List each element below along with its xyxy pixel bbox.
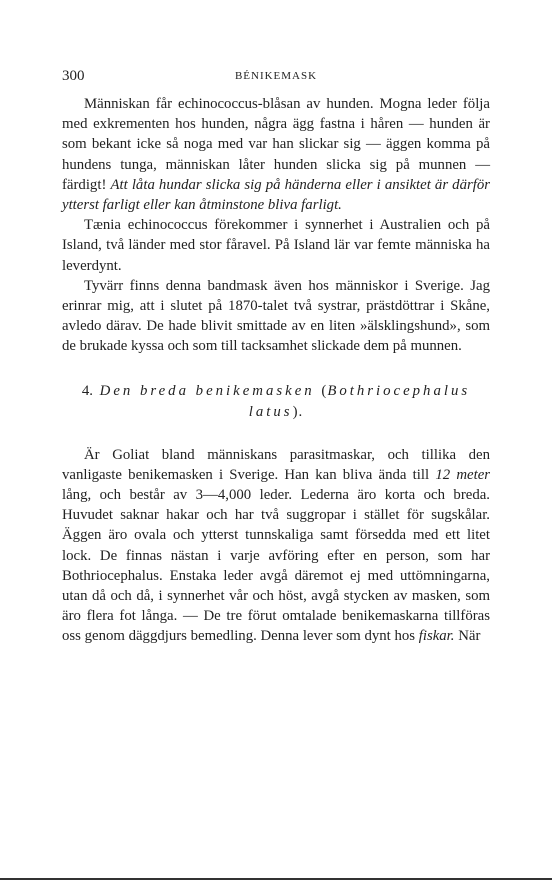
paragraph-3: Tyvärr finns denna bandmask även hos människor i Sverige. Jag erinrar mig, att i slutet på 1870-talet två systrar, prästdöttrar i Skåne, avledo därav. De hade blivit smittade av en liten »älsklingshund», som de brukade kyssa och som till tacksamhet slickade dem på munnen. [62,277,490,355]
paragraph-1-text: Människan får echinococcus-blåsan av hunden. Mogna leder följa med exkrementen hos hunden, några ägg fastna i håren — hunden är som bekant icke så noga med var han slickar sig — äggen komma på hundens tunga, människan låter hunden slicka sig på munnen — färdigt! [62,96,490,193]
paragraph-2: Tænia echinococcus förekommer i synnerhet i Australien och på Island, två länder med stor fåravel. På Island lär var femte människa ha leverdynt. [62,217,490,274]
section-paren-close: ). [292,403,304,420]
section-paren-open: ( [321,382,328,399]
body-text [62,94,490,647]
paragraph-4-emphasis-fish: fiskar. [418,628,455,645]
page-header [62,68,490,90]
scan-edge-line [0,878,552,880]
page-number: 300 [62,68,85,84]
section-latin-name: Bothriocephalus latus [248,382,471,420]
paragraph-4-text-b: lång, och består av 3—4,000 leder. Lederna äro korta och breda. Huvudet saknar hakar och har två suggropar i stället för sugskålar. Äggen äro ovala och ytterst tunnskaliga samt försedda med ett litet lock. De finnas nästan i varje avföring efter en person, som har Bothriocephalus. Enstaka leder avgå däremot ej med uttömningarna, utan då och då, i synnerhet vår och höst, avgå stycken av masken, som äro flera fot långa. — De tre förut omtalade benikemaskarna tillföras oss genom däggdjurs bemedling. Denna lever som dynt hos [62,487,490,645]
paragraph-4 [62,445,490,647]
paragraph-1-emphasis: Att låta hundar slicka sig på händerna eller i ansiktet är därför ytterst farligt eller kan åtminstone bliva farligt. [62,176,490,214]
paragraph-1 [62,94,490,215]
paragraph-4-text-a: Är Goliat bland människans parasitmaskar, och tillika den vanligaste benikemasken i Sverige. Han kan bliva ända till [62,446,490,483]
running-title: BÉNIKEMASK [234,70,318,82]
section-title: Den breda benikemasken [99,382,315,399]
section-heading [62,381,490,423]
paragraph-4-emphasis-length: 12 meter [435,466,491,483]
section-number: 4. [81,382,93,399]
paragraph-4-text-c: När [458,628,481,645]
